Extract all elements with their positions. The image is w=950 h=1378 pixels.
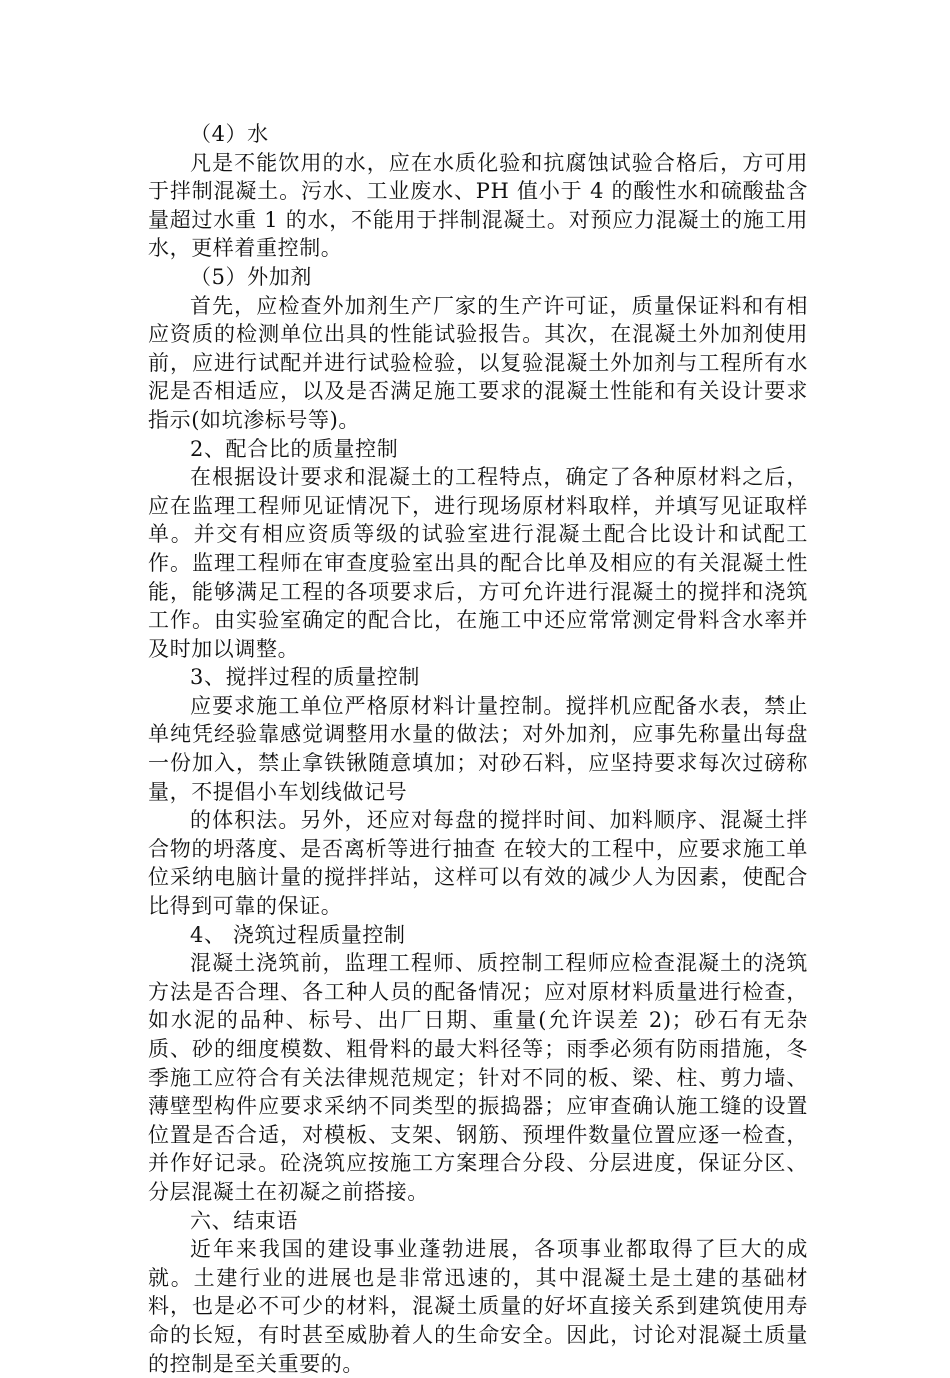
document-page bbox=[148, 120, 808, 1378]
section-heading-mix-ratio: 2、配合比的质量控制 bbox=[190, 436, 399, 461]
paragraph-mixing-process: 应要求施工单位严格原材料计量控制。搅拌机应配备水表，禁止单纯凭经验靠感觉调整用水量的做法；对外加剂，应事先称量出每盘一份加入，禁止拿铁锹随意填加；对砂石料，应坚持要求每次过磅称量，不提倡小车划线做记号 bbox=[148, 693, 808, 804]
paragraph-admixture: 首先，应检查外加剂生产厂家的生产许可证，质量保证料和有相应资质的检测单位出具的性能试验报告。其次，在混凝土外加剂使用前，应进行试配并进行试验检验，以复验混凝土外加剂与工程所有水泥是否相适应，以及是否满足施工要求的混凝土性能和有关设计要求指示(如坑渗标号等)。 bbox=[148, 293, 808, 432]
section-heading-pouring: 4、 浇筑过程质量控制 bbox=[190, 922, 406, 947]
section-heading-admixture: （5）外加剂 bbox=[190, 264, 312, 289]
section-heading-water: （4）水 bbox=[190, 122, 269, 146]
paragraph-mixing-process-cont: 的体积法。另外，还应对每盘的搅拌时间、加料顺序、混凝土拌合物的坍落度、是否离析等进行抽查 在较大的工程中，应要求施工单位采纳电脑计量的搅拌拌站，这样可以有效的减少人为因素，使配合比得到可靠的保证。 bbox=[148, 808, 808, 919]
section-heading-mixing-process: 3、搅拌过程的质量控制 bbox=[190, 665, 420, 690]
paragraph-pouring: 混凝土浇筑前，监理工程师、质控制工程师应检查混凝土的浇筑方法是否合理、各工种人员的配备情况；应对原材料质量进行检查，如水泥的品种、标号、出厂日期、重量(允许误差 2)；砂石有无杂质、砂的细度模数、粗骨料的最大料径等；雨季必须有防雨措施，冬季施工应符合有关法律规范规定；针对不同的板、梁、柱、剪力墙、薄壁型构件应要求采纳不同类型的振捣器；应审查确认施工缝的设置位置是否合适，对模板、支架、钢筋、预埋件数量位置应逐一检查，并作好记录。砼浇筑应按施工方案理合分段、分层进度，保证分区、分层混凝土在初凝之前搭接。 bbox=[148, 951, 808, 1204]
paragraph-water: 凡是不能饮用的水，应在水质化验和抗腐蚀试验合格后，方可用于拌制混凝土。污水、工业废水、PH 值小于 4 的酸性水和硫酸盐含量超过水重 1 的水，不能用于拌制混凝土。对预应力混凝土的施工用水，更样着重控制。 bbox=[148, 150, 808, 261]
paragraph-mix-ratio: 在根据设计要求和混凝土的工程特点，确定了各种原材料之后，应在监理工程师见证情况下，进行现场原材料取样，并填写见证取样单。并交有相应资质等级的试验室进行混凝土配合比设计和试配工作。监理工程师在审查度验室出具的配合比单及相应的有关混凝土性能，能够满足工程的各项要求后，方可允许进行混凝土的搅拌和浇筑工作。由实验室确定的配合比，在施工中还应常常测定骨料含水率并及时加以调整。 bbox=[148, 465, 808, 661]
section-heading-conclusion: 六、结束语 bbox=[190, 1208, 298, 1233]
paragraph-conclusion: 近年来我国的建设事业蓬勃进展，各项事业都取得了巨大的成就。土建行业的进展也是非常迅速的，其中混凝土是土建的基础材料，也是必不可少的材料，混凝土质量的好坏直接关系到建筑使用寿命的长短，有时甚至威胁着人的生命安全。因此，讨论对混凝土质量的控制是至关重要的。 bbox=[148, 1237, 808, 1376]
